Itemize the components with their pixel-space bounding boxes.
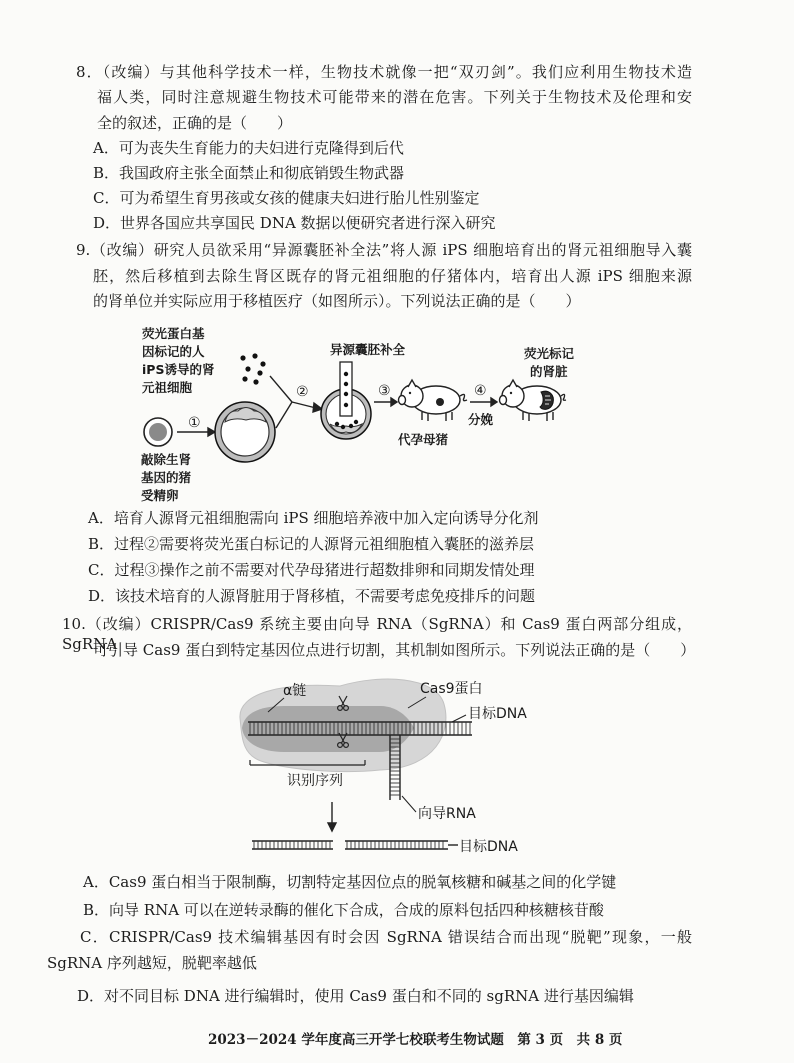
cell-dot xyxy=(245,366,250,371)
cleaved-dna-base-pairs xyxy=(347,841,443,849)
pipette-cell xyxy=(344,392,348,396)
question-8-option-d: D．世界各国应共享国民 DNA 数据以便研究者进行深入研究 xyxy=(93,214,496,232)
question-10-option-b: B．向导 RNA 可以在逆转录酶的催化下合成，合成的原料包括四种核糖核苷酸 xyxy=(83,901,604,919)
cell-dot xyxy=(260,361,265,366)
question-10-stem-line: 可引导 Cas9 蛋白到特定基因位点进行切割，其机制如图所示。下列说法正确的是（ ） xyxy=(93,641,696,659)
knockout-zygote-label: 受精卵 xyxy=(141,488,179,503)
fluorescent-kidney-label: 的肾脏 xyxy=(530,364,568,379)
cleaved-dna-base-pairs xyxy=(254,841,330,849)
cell-dot xyxy=(242,376,247,381)
pig-tail xyxy=(460,394,467,400)
alpha-chain-label: α链 xyxy=(283,683,307,699)
target-dna-bottom-label: 目标DNA xyxy=(459,839,518,855)
question-8-stem-line: 福人类，同时注意规避生物技术可能带来的潜在危害。下列关于生物技术及伦理和安 xyxy=(97,88,692,106)
arrow-head xyxy=(491,398,497,406)
arrow-shaft xyxy=(292,402,316,408)
question-10-option-a: A．Cas9 蛋白相当于限制酶，切割特定基因位点的脱氧核糖和碱基之间的化学键 xyxy=(83,873,617,891)
question-9-option-a: A．培育人源肾元祖细胞需向 iPS 细胞培养液中加入定向诱导分化剂 xyxy=(88,509,539,527)
birth-label: 分娩 xyxy=(468,412,494,427)
guide-rna-label: 向导RNA xyxy=(418,806,476,822)
pig-tail xyxy=(561,394,566,400)
step-2-label: ② xyxy=(296,384,309,400)
step-1-label: ① xyxy=(188,415,201,431)
target-dna-label: 目标DNA xyxy=(468,706,527,722)
cut-result-arrow xyxy=(328,802,336,831)
blastocyst-complement-label: 异源囊胚补全 xyxy=(330,342,406,357)
pig-blastocyst xyxy=(215,402,275,462)
cell-dot xyxy=(253,379,258,384)
arrow-head xyxy=(391,398,397,406)
fluorescent-kidney-label: 荧光标记 xyxy=(524,346,575,361)
arrow-head xyxy=(328,823,336,831)
question-9-stem-line: 的肾单位并实际应用于移植医疗（如图所示）。下列说法正确的是（ ） xyxy=(93,292,581,310)
question-8-option-b: B．我国政府主张全面禁止和彻底销毁生物武器 xyxy=(93,164,405,182)
step-4-label: ④ xyxy=(474,383,487,399)
injection-pipette xyxy=(340,362,352,416)
knockout-zygote-label: 敲除生肾 xyxy=(141,452,192,467)
step-3-arrow xyxy=(374,398,397,406)
ips-cell-label: iPS诱导的肾 xyxy=(142,362,215,377)
page-footer: 2023－2024 学年度高三开学七校联考生物试题 第 3 页 共 8 页 xyxy=(208,1032,623,1048)
pig-ear xyxy=(408,380,416,387)
question-8-option-c: C．可为希望生育男孩或女孩的健康夫妇进行胎儿性别鉴定 xyxy=(93,189,480,207)
question-9-option-c: C．过程③操作之前不需要对代孕母猪进行超数排卵和同期发情处理 xyxy=(88,561,535,579)
injected-cell xyxy=(341,425,345,429)
pig-eye xyxy=(510,392,512,394)
target-dna-leader xyxy=(452,715,466,722)
guide-rna-leader xyxy=(402,796,416,812)
injected-cell xyxy=(349,424,353,428)
pipette-cell xyxy=(344,403,348,407)
question-10-option-d: D．对不同目标 DNA 进行编辑时，使用 Cas9 蛋白和不同的 sgRNA 进行基因编辑 xyxy=(77,987,634,1005)
question-10-option-c-continued: SgRNA 序列越短，脱靶率越低 xyxy=(47,954,257,972)
question-8-option-a: A．可为丧失生育能力的夫妇进行克隆得到后代 xyxy=(93,139,404,157)
ips-cell-label: 元祖细胞 xyxy=(142,380,193,395)
pipette-tube xyxy=(340,362,352,416)
question-10-option-c: C．CRISPR/Cas9 技术编辑基因有时会因 SgRNA 错误结合而出现“脱靶”现象，一般 xyxy=(80,928,692,946)
injected-cell xyxy=(354,420,358,424)
cell-dot xyxy=(252,353,257,358)
crispr-cas9-diagram xyxy=(230,668,560,868)
arrow-line xyxy=(276,402,292,428)
nephron-progenitor-cells xyxy=(240,353,265,384)
pipette-cell xyxy=(344,372,348,376)
pipette-cell xyxy=(344,382,348,386)
question-9-option-d: D．该技术培育的人源肾脏用于肾移植，不需要考虑免疫排斥的问题 xyxy=(88,587,536,605)
zygote-cytoplasm xyxy=(149,423,167,441)
question-9-stem-line: 9.（改编）研究人员欲采用“异源囊胚补全法”将人源 iPS 细胞培育出的肾元祖细胞导入囊 xyxy=(76,241,692,259)
embryo-dot xyxy=(436,398,444,406)
knockout-zygote-label: 基因的猪 xyxy=(141,470,192,485)
pig-zygote xyxy=(144,418,172,446)
surrogate-pig xyxy=(399,380,468,421)
question-8-stem-line: 8．（改编）与其他科学技术一样，生物技术就像一把“双刃剑”。我们应利用生物技术造 xyxy=(76,63,692,81)
cell-dot xyxy=(257,370,262,375)
question-9-stem-line: 胚，然后移植到去除生肾区既存的肾元祖细胞的仔猪体内，培育出人源 iPS 细胞来源 xyxy=(93,267,692,285)
arrow-line xyxy=(270,376,292,402)
question-9-option-b: B．过程②需要将荧光蛋白标记的人源肾元祖细胞植入囊胚的滋养层 xyxy=(88,535,535,553)
pig-ear xyxy=(509,380,517,387)
surrogate-pig-label: 代孕母猪 xyxy=(398,432,449,447)
question-10-stem-line: 10.（改编）CRISPR/Cas9 系统主要由向导 RNA（SgRNA）和 Cas9 蛋白两部分组成，SgRNA xyxy=(62,615,692,653)
step-3-label: ③ xyxy=(378,383,391,399)
ips-cell-label: 因标记的人 xyxy=(142,344,205,359)
kidney-chimera-diagram xyxy=(130,318,580,508)
question-8-stem-line: 全的叙述，正确的是（ ） xyxy=(97,114,293,132)
guide-rna-base-pairs xyxy=(390,739,400,795)
ips-cell-label: 荧光蛋白基 xyxy=(142,326,205,341)
cas9-protein-label: Cas9蛋白 xyxy=(420,681,483,697)
cell-dot xyxy=(240,355,245,360)
recognition-sequence-label: 识别序列 xyxy=(287,773,343,789)
injected-cell xyxy=(335,422,339,426)
pig-snout xyxy=(500,396,507,405)
rna-dna-complex xyxy=(242,706,414,752)
step-4-arrow xyxy=(470,398,497,406)
arrow-head xyxy=(208,428,215,436)
pig-eye xyxy=(409,392,411,394)
chimeric-piglet xyxy=(500,380,567,421)
pig-snout xyxy=(399,396,406,405)
